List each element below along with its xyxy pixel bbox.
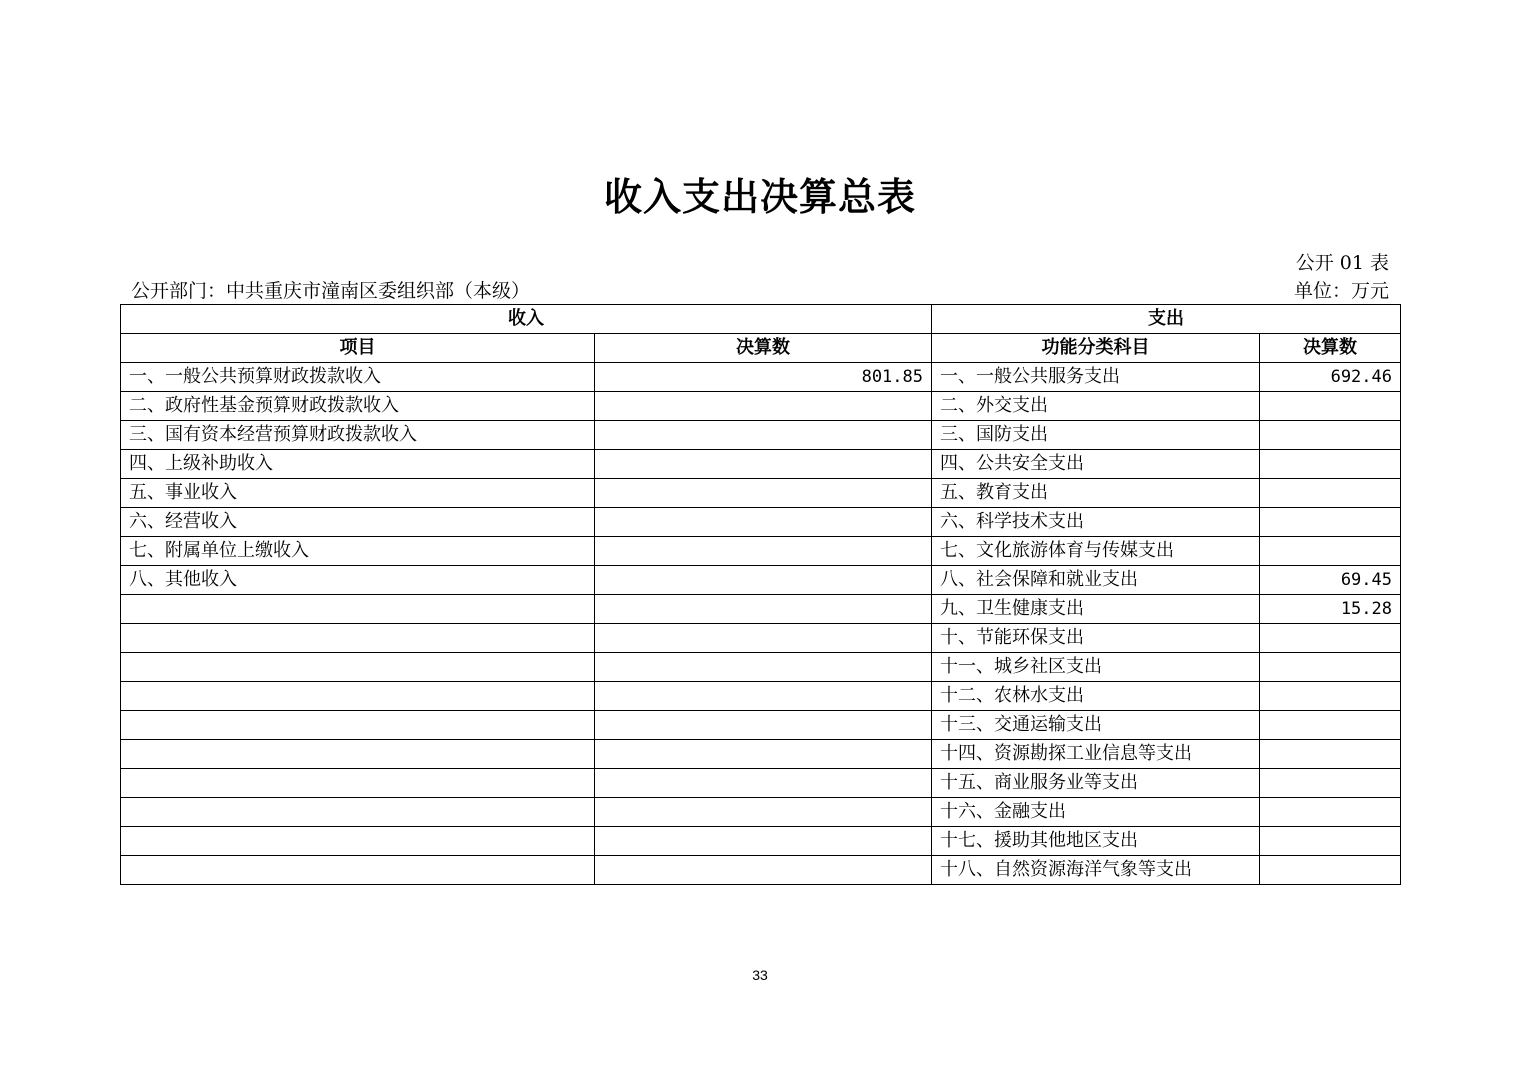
income-item-cell: 三、国有资本经营预算财政拨款收入 bbox=[121, 421, 595, 450]
expense-item-cell: 十三、交通运输支出 bbox=[932, 711, 1260, 740]
expense-amount-cell bbox=[1260, 421, 1401, 450]
table-header-row-groups bbox=[121, 305, 1401, 334]
expense-amount-cell bbox=[1260, 392, 1401, 421]
expense-amount-cell bbox=[1260, 682, 1401, 711]
expense-group-header: 支出 bbox=[932, 305, 1401, 334]
income-amount-cell bbox=[595, 508, 932, 537]
expense-amount-cell: 15.28 bbox=[1260, 595, 1401, 624]
table-row bbox=[121, 624, 1401, 653]
table-row bbox=[121, 711, 1401, 740]
expense-amount-cell bbox=[1260, 624, 1401, 653]
income-item-cell bbox=[121, 711, 595, 740]
income-amount-cell bbox=[595, 479, 932, 508]
expense-amount-cell bbox=[1260, 827, 1401, 856]
income-item-cell bbox=[121, 856, 595, 885]
expense-item-cell: 十四、资源勘探工业信息等支出 bbox=[932, 740, 1260, 769]
income-item-cell bbox=[121, 827, 595, 856]
income-amount-cell bbox=[595, 421, 932, 450]
expense-item-cell: 十八、自然资源海洋气象等支出 bbox=[932, 856, 1260, 885]
income-amount-cell bbox=[595, 392, 932, 421]
expense-item-cell: 九、卫生健康支出 bbox=[932, 595, 1260, 624]
table-row bbox=[121, 421, 1401, 450]
income-expense-table bbox=[120, 304, 1401, 885]
income-amount-cell bbox=[595, 682, 932, 711]
department-label: 公开部门：中共重庆市潼南区委组织部（本级） bbox=[131, 280, 531, 302]
expense-item-cell: 二、外交支出 bbox=[932, 392, 1260, 421]
expense-amount-cell bbox=[1260, 711, 1401, 740]
income-item-cell: 四、上级补助收入 bbox=[121, 450, 595, 479]
expense-amount-cell bbox=[1260, 856, 1401, 885]
expense-item-cell: 一、一般公共服务支出 bbox=[932, 363, 1260, 392]
income-item-cell bbox=[121, 769, 595, 798]
table-row bbox=[121, 769, 1401, 798]
table-row bbox=[121, 682, 1401, 711]
expense-item-cell: 十、节能环保支出 bbox=[932, 624, 1260, 653]
expense-item-cell: 十二、农林水支出 bbox=[932, 682, 1260, 711]
income-group-header: 收入 bbox=[121, 305, 932, 334]
income-item-cell: 六、经营收入 bbox=[121, 508, 595, 537]
page-title: 收入支出决算总表 bbox=[603, 175, 916, 219]
expense-amount-cell bbox=[1260, 769, 1401, 798]
expense-item-cell: 十七、援助其他地区支出 bbox=[932, 827, 1260, 856]
income-amount-cell bbox=[595, 450, 932, 479]
page-number: 33 bbox=[752, 967, 768, 983]
income-item-cell bbox=[121, 653, 595, 682]
income-amount-header: 决算数 bbox=[595, 334, 932, 363]
expense-item-cell: 十五、商业服务业等支出 bbox=[932, 769, 1260, 798]
income-amount-cell bbox=[595, 856, 932, 885]
table-row bbox=[121, 740, 1401, 769]
income-amount-cell: 801.85 bbox=[595, 363, 932, 392]
table-body bbox=[121, 363, 1401, 885]
income-item-cell bbox=[121, 740, 595, 769]
expense-amount-cell: 692.46 bbox=[1260, 363, 1401, 392]
expense-amount-cell bbox=[1260, 653, 1401, 682]
income-item-cell: 五、事业收入 bbox=[121, 479, 595, 508]
table-number: 公开 01 表 bbox=[1295, 252, 1389, 274]
expense-amount-cell bbox=[1260, 798, 1401, 827]
expense-item-cell: 八、社会保障和就业支出 bbox=[932, 566, 1260, 595]
income-amount-cell bbox=[595, 653, 932, 682]
income-item-header: 项目 bbox=[121, 334, 595, 363]
function-category-header: 功能分类科目 bbox=[932, 334, 1260, 363]
expense-amount-header: 决算数 bbox=[1260, 334, 1401, 363]
income-item-cell: 二、政府性基金预算财政拨款收入 bbox=[121, 392, 595, 421]
table-row bbox=[121, 363, 1401, 392]
income-amount-cell bbox=[595, 624, 932, 653]
income-amount-cell bbox=[595, 595, 932, 624]
income-item-cell bbox=[121, 624, 595, 653]
unit-label: 单位：万元 bbox=[1293, 280, 1389, 302]
income-amount-cell bbox=[595, 769, 932, 798]
income-amount-cell bbox=[595, 740, 932, 769]
income-amount-cell bbox=[595, 711, 932, 740]
expense-amount-cell bbox=[1260, 479, 1401, 508]
income-item-cell bbox=[121, 595, 595, 624]
table-row bbox=[121, 798, 1401, 827]
income-item-cell: 七、附属单位上缴收入 bbox=[121, 537, 595, 566]
table-row bbox=[121, 595, 1401, 624]
income-item-cell bbox=[121, 798, 595, 827]
expense-item-cell: 七、文化旅游体育与传媒支出 bbox=[932, 537, 1260, 566]
expense-amount-cell bbox=[1260, 537, 1401, 566]
income-amount-cell bbox=[595, 537, 932, 566]
table-row bbox=[121, 479, 1401, 508]
expense-item-cell: 三、国防支出 bbox=[932, 421, 1260, 450]
income-item-cell: 一、一般公共预算财政拨款收入 bbox=[121, 363, 595, 392]
income-item-cell: 八、其他收入 bbox=[121, 566, 595, 595]
table-row bbox=[121, 392, 1401, 421]
table-row bbox=[121, 856, 1401, 885]
expense-amount-cell bbox=[1260, 450, 1401, 479]
table-row bbox=[121, 450, 1401, 479]
income-amount-cell bbox=[595, 798, 932, 827]
table-row bbox=[121, 827, 1401, 856]
income-amount-cell bbox=[595, 566, 932, 595]
table-header-row-columns bbox=[121, 334, 1401, 363]
expense-item-cell: 五、教育支出 bbox=[932, 479, 1260, 508]
expense-item-cell: 十六、金融支出 bbox=[932, 798, 1260, 827]
table-row bbox=[121, 566, 1401, 595]
expense-amount-cell bbox=[1260, 740, 1401, 769]
expense-item-cell: 六、科学技术支出 bbox=[932, 508, 1260, 537]
expense-amount-cell bbox=[1260, 508, 1401, 537]
expense-amount-cell: 69.45 bbox=[1260, 566, 1401, 595]
table-row bbox=[121, 508, 1401, 537]
table-row bbox=[121, 653, 1401, 682]
expense-item-cell: 十一、城乡社区支出 bbox=[932, 653, 1260, 682]
income-amount-cell bbox=[595, 827, 932, 856]
expense-item-cell: 四、公共安全支出 bbox=[932, 450, 1260, 479]
income-item-cell bbox=[121, 682, 595, 711]
table-row bbox=[121, 537, 1401, 566]
